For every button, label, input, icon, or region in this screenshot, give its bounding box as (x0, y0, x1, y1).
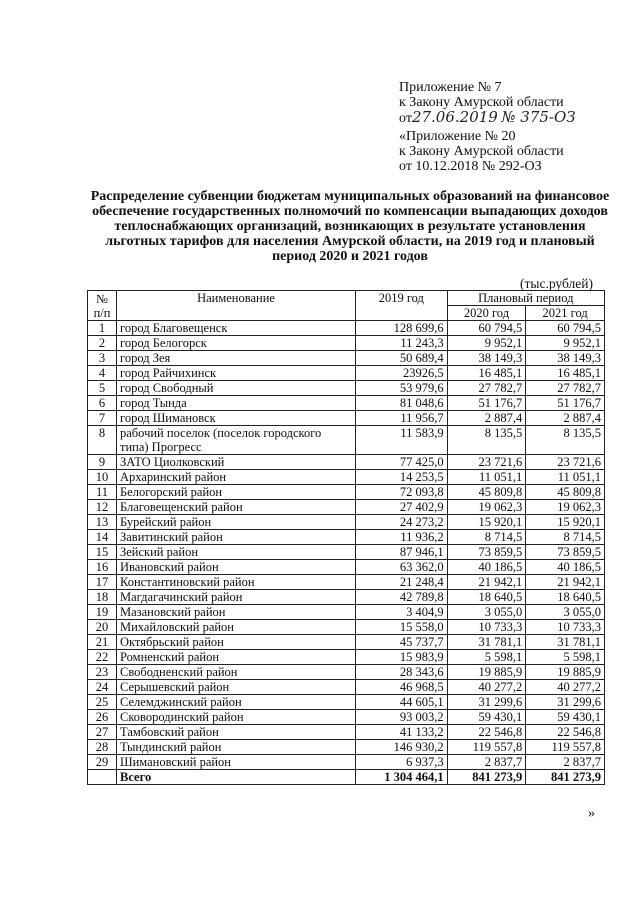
table-row (88, 560, 605, 575)
table-row (88, 381, 605, 396)
row-2019: 11 956,7 (356, 411, 448, 426)
row-number: 7 (88, 411, 117, 426)
row-number: 20 (88, 620, 117, 635)
row-name: Белогорский район (117, 485, 356, 500)
total-2020: 841 273,9 (447, 770, 526, 785)
row-number: 28 (88, 740, 117, 755)
row-2019: 11 936,2 (356, 530, 448, 545)
row-number: 2 (88, 336, 117, 351)
row-2021: 51 176,7 (526, 396, 605, 411)
row-2020: 23 721,6 (447, 455, 526, 470)
header-num: № п/п (88, 291, 117, 321)
header-2019: 2019 год (356, 291, 448, 321)
row-2019: 146 930,2 (356, 740, 448, 755)
row-2021: 31 781,1 (526, 635, 605, 650)
row-2021: 19 885,9 (526, 665, 605, 680)
row-2021: 45 809,8 (526, 485, 605, 500)
row-name: ЗАТО Циолковский (117, 455, 356, 470)
row-name: Благовещенский район (117, 500, 356, 515)
row-2021: 59 430,1 (526, 710, 605, 725)
row-number: 10 (88, 470, 117, 485)
total-label: Всего (117, 770, 356, 785)
row-2019: 72 093,8 (356, 485, 448, 500)
row-name: город Зея (117, 351, 356, 366)
row-name: Бурейский район (117, 515, 356, 530)
table-row (88, 455, 605, 470)
row-2020: 31 781,1 (447, 635, 526, 650)
table-row (88, 575, 605, 590)
row-2020: 15 920,1 (447, 515, 526, 530)
table-row (88, 470, 605, 485)
row-name: Зейский район (117, 545, 356, 560)
units-label: (тыс.рублей) (520, 276, 593, 291)
row-2020: 2 887,4 (447, 411, 526, 426)
row-2021: 22 546,8 (526, 725, 605, 740)
row-2020: 27 782,7 (447, 381, 526, 396)
row-number: 25 (88, 695, 117, 710)
row-number: 26 (88, 710, 117, 725)
row-2019: 53 979,6 (356, 381, 448, 396)
table-row (88, 650, 605, 665)
row-2020: 11 051,1 (447, 470, 526, 485)
row-number: 11 (88, 485, 117, 500)
closing-quote: » (588, 806, 595, 821)
row-number: 13 (88, 515, 117, 530)
row-2019: 27 402,9 (356, 500, 448, 515)
row-2020: 45 809,8 (447, 485, 526, 500)
table-row (88, 411, 605, 426)
table-row (88, 635, 605, 650)
table-row (88, 680, 605, 695)
table-row (88, 740, 605, 755)
row-name: Магдагачинский район (117, 590, 356, 605)
appendix-original-header (399, 129, 564, 174)
row-number: 12 (88, 500, 117, 515)
row-2019: 21 248,4 (356, 575, 448, 590)
appendix-number: Приложение № 7 (399, 80, 502, 95)
row-name: Сковородинский район (117, 710, 356, 725)
row-2021: 38 149,3 (526, 351, 605, 366)
row-name: Мазановский район (117, 605, 356, 620)
row-name: рабочий поселок (поселок городского типа) Прогресс (117, 426, 356, 455)
row-2019: 3 404,9 (356, 605, 448, 620)
row-number: 23 (88, 665, 117, 680)
total-2021: 841 273,9 (526, 770, 605, 785)
appendix-original-number: «Приложение № 20 (399, 129, 516, 144)
row-2020: 40 186,5 (447, 560, 526, 575)
row-2019: 42 789,8 (356, 590, 448, 605)
table-body (88, 321, 605, 785)
appendix-date-line (399, 110, 576, 126)
row-name: Октябрьский район (117, 635, 356, 650)
row-2021: 3 055,0 (526, 605, 605, 620)
appendix-date-prefix: от (399, 111, 412, 126)
row-2020: 10 733,3 (447, 620, 526, 635)
row-2019: 41 133,2 (356, 725, 448, 740)
row-2021: 2 887,4 (526, 411, 605, 426)
row-number: 18 (88, 590, 117, 605)
row-2020: 18 640,5 (447, 590, 526, 605)
row-2020: 38 149,3 (447, 351, 526, 366)
row-name: город Тында (117, 396, 356, 411)
row-2019: 46 968,5 (356, 680, 448, 695)
row-name: Тамбовский район (117, 725, 356, 740)
row-2020: 19 885,9 (447, 665, 526, 680)
row-2019: 77 425,0 (356, 455, 448, 470)
row-number: 14 (88, 530, 117, 545)
row-2019: 15 558,0 (356, 620, 448, 635)
handwritten-date: 27.06.2019 (411, 108, 498, 126)
table-row (88, 321, 605, 336)
row-name: город Шимановск (117, 411, 356, 426)
row-2021: 18 640,5 (526, 590, 605, 605)
row-2021: 73 859,5 (526, 545, 605, 560)
row-2019: 14 253,5 (356, 470, 448, 485)
row-name: Завитинский район (117, 530, 356, 545)
table-row (88, 710, 605, 725)
row-2019: 11 583,9 (356, 426, 448, 455)
row-2021: 11 051,1 (526, 470, 605, 485)
appendix-law: к Закону Амурской области (399, 95, 564, 110)
row-2020: 8 135,5 (447, 426, 526, 455)
row-2021: 8 135,5 (526, 426, 605, 455)
row-2021: 60 794,5 (526, 321, 605, 336)
row-number: 22 (88, 650, 117, 665)
header-2020: 2020 год (447, 306, 526, 321)
row-2019: 63 362,0 (356, 560, 448, 575)
row-name: Тындинский район (117, 740, 356, 755)
row-2019: 11 243,3 (356, 336, 448, 351)
table-row (88, 590, 605, 605)
row-2019: 87 946,1 (356, 545, 448, 560)
table-row (88, 396, 605, 411)
row-name: город Благовещенск (117, 321, 356, 336)
row-2020: 59 430,1 (447, 710, 526, 725)
row-name: Михайловский район (117, 620, 356, 635)
row-2021: 2 837,7 (526, 755, 605, 770)
row-2021: 19 062,3 (526, 500, 605, 515)
row-2019: 6 937,3 (356, 755, 448, 770)
row-2020: 3 055,0 (447, 605, 526, 620)
header-2021: 2021 год (526, 306, 605, 321)
row-name: Ивановский район (117, 560, 356, 575)
table-row (88, 500, 605, 515)
row-number: 6 (88, 396, 117, 411)
row-2019: 81 048,6 (356, 396, 448, 411)
table-row (88, 336, 605, 351)
row-number: 16 (88, 560, 117, 575)
table-row (88, 695, 605, 710)
table-row (88, 485, 605, 500)
row-number: 9 (88, 455, 117, 470)
row-2021: 119 557,8 (526, 740, 605, 755)
row-name: Серышевский район (117, 680, 356, 695)
row-2019: 15 983,9 (356, 650, 448, 665)
header-planned: Плановый период (447, 291, 604, 306)
table-row (88, 665, 605, 680)
row-2019: 23926,5 (356, 366, 448, 381)
table-row (88, 366, 605, 381)
row-2021: 31 299,6 (526, 695, 605, 710)
row-2021: 10 733,3 (526, 620, 605, 635)
row-2021: 9 952,1 (526, 336, 605, 351)
row-2020: 31 299,6 (447, 695, 526, 710)
row-number: 29 (88, 755, 117, 770)
row-2019: 28 343,6 (356, 665, 448, 680)
row-2019: 24 273,2 (356, 515, 448, 530)
row-number: 8 (88, 426, 117, 455)
row-2019: 44 605,1 (356, 695, 448, 710)
row-2020: 5 598,1 (447, 650, 526, 665)
row-number: 5 (88, 381, 117, 396)
row-2019: 45 737,7 (356, 635, 448, 650)
row-name: Константиновский район (117, 575, 356, 590)
document-title: Распределение субвенции бюджетам муниципальных образований на финансовое обеспечение государственных полномочий по компенсации выпадающих доходов теплоснабжающих организаций, возникающих в результате установления льготных тарифов для населения Амурской области, на 2019 год и плановый период 2020 и 2021 годов (90, 189, 610, 264)
handwritten-law-number: № 375-ОЗ (501, 108, 576, 126)
row-number: 15 (88, 545, 117, 560)
row-2021: 8 714,5 (526, 530, 605, 545)
subsidy-table (87, 290, 605, 785)
row-2020: 22 546,8 (447, 725, 526, 740)
row-2019: 128 699,6 (356, 321, 448, 336)
row-number: 4 (88, 366, 117, 381)
header-name: Наименование (117, 291, 356, 321)
row-number: 19 (88, 605, 117, 620)
row-name: город Райчихинск (117, 366, 356, 381)
row-name: город Белогорск (117, 336, 356, 351)
row-2020: 21 942,1 (447, 575, 526, 590)
row-2020: 19 062,3 (447, 500, 526, 515)
row-2021: 40 277,2 (526, 680, 605, 695)
row-2021: 15 920,1 (526, 515, 605, 530)
row-2021: 27 782,7 (526, 381, 605, 396)
total-num-cell (88, 770, 117, 785)
row-name: Свободненский район (117, 665, 356, 680)
row-2021: 21 942,1 (526, 575, 605, 590)
appendix-original-date: от 10.12.2018 № 292-ОЗ (399, 159, 542, 174)
row-2019: 93 003,2 (356, 710, 448, 725)
row-2019: 50 689,4 (356, 351, 448, 366)
row-name: Селемджинский район (117, 695, 356, 710)
table-row (88, 515, 605, 530)
row-number: 1 (88, 321, 117, 336)
appendix-original-law: к Закону Амурской области (399, 144, 564, 159)
row-number: 21 (88, 635, 117, 650)
row-2020: 73 859,5 (447, 545, 526, 560)
row-2021: 5 598,1 (526, 650, 605, 665)
table-row (88, 426, 605, 455)
row-2021: 40 186,5 (526, 560, 605, 575)
row-2020: 16 485,1 (447, 366, 526, 381)
table-row (88, 605, 605, 620)
row-number: 24 (88, 680, 117, 695)
table-row (88, 755, 605, 770)
row-number: 17 (88, 575, 117, 590)
table-row (88, 725, 605, 740)
row-2020: 60 794,5 (447, 321, 526, 336)
row-2020: 40 277,2 (447, 680, 526, 695)
row-number: 27 (88, 725, 117, 740)
row-name: Шимановский район (117, 755, 356, 770)
row-name: Ромненский район (117, 650, 356, 665)
row-name: город Свободный (117, 381, 356, 396)
table-row (88, 620, 605, 635)
total-2019: 1 304 464,1 (356, 770, 448, 785)
table-row (88, 545, 605, 560)
row-2020: 8 714,5 (447, 530, 526, 545)
table-total-row (88, 770, 605, 785)
row-2021: 23 721,6 (526, 455, 605, 470)
row-2020: 119 557,8 (447, 740, 526, 755)
row-number: 3 (88, 351, 117, 366)
appendix-header (399, 80, 576, 126)
row-2020: 9 952,1 (447, 336, 526, 351)
table-row (88, 351, 605, 366)
row-2021: 16 485,1 (526, 366, 605, 381)
row-name: Архаринский район (117, 470, 356, 485)
table-row (88, 530, 605, 545)
row-2020: 51 176,7 (447, 396, 526, 411)
row-2020: 2 837,7 (447, 755, 526, 770)
